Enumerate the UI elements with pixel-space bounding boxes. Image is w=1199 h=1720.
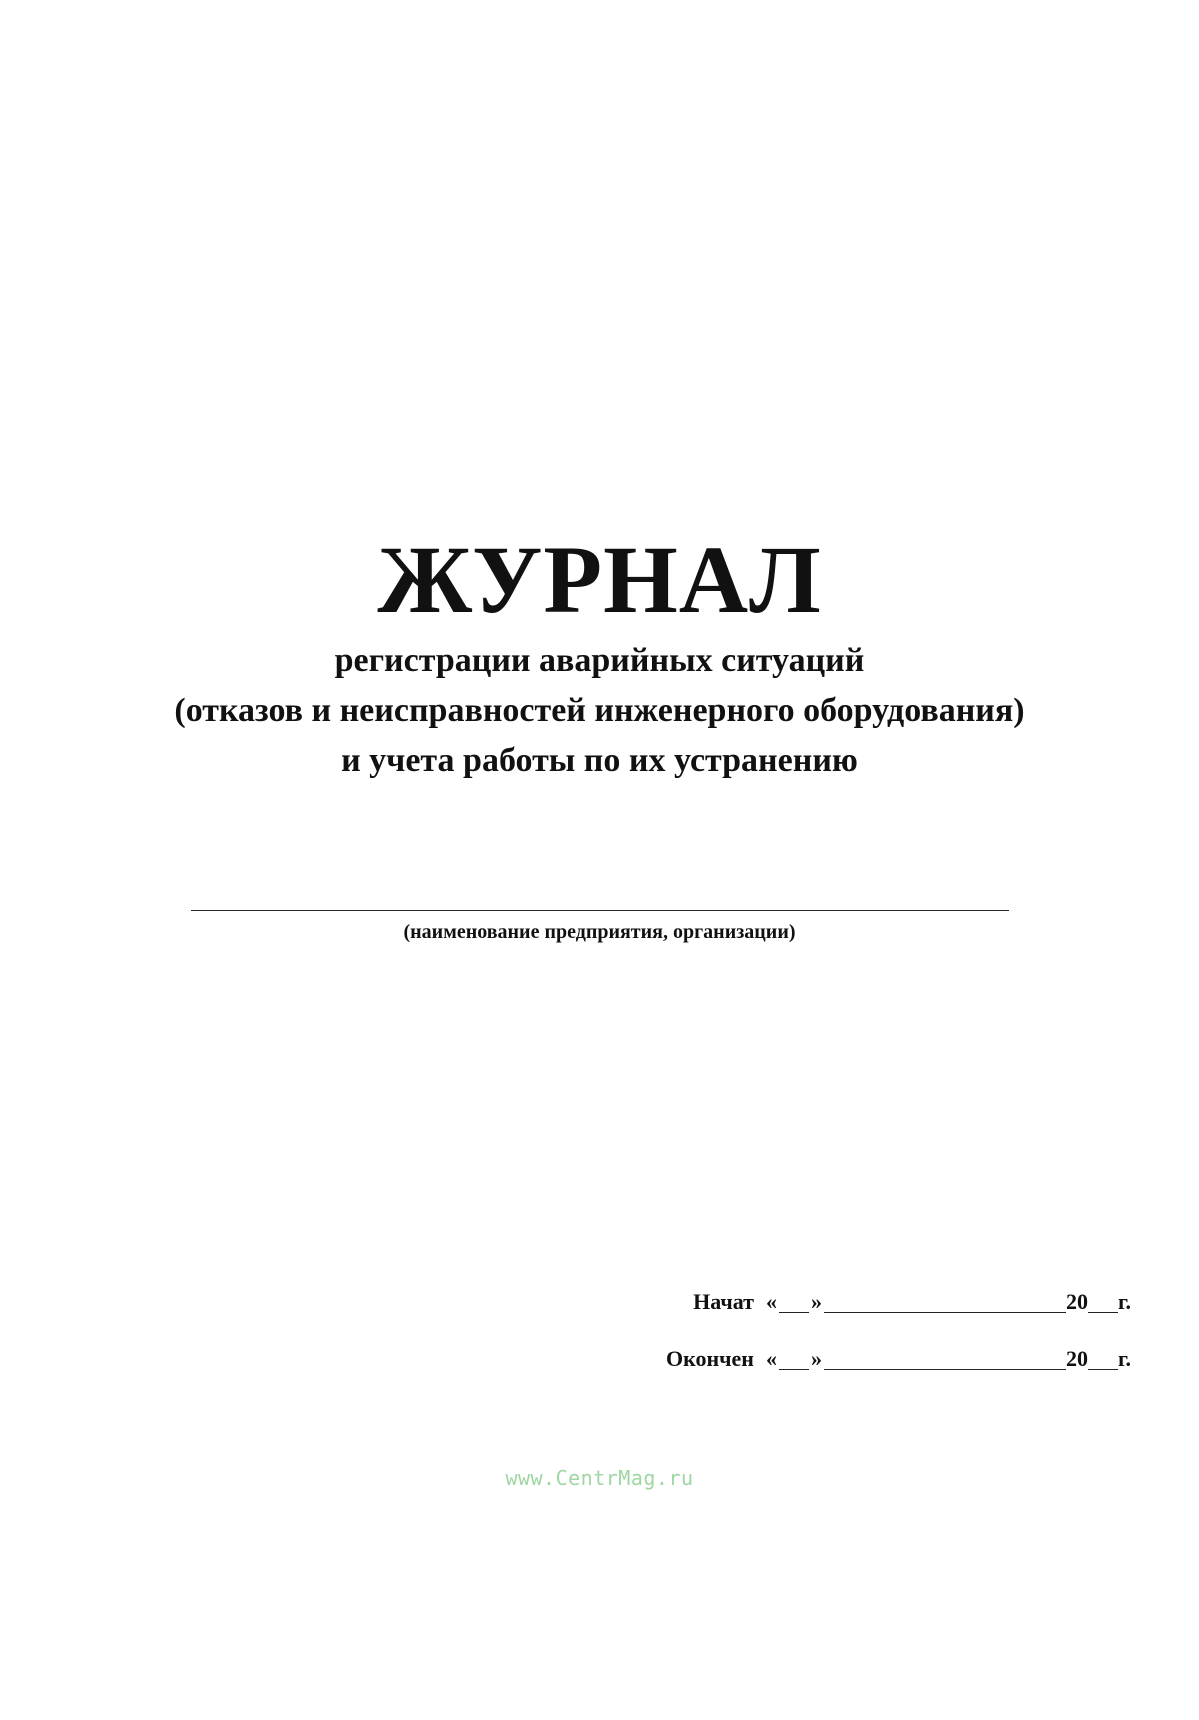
organization-name-line [191,910,1009,911]
ended-year-suffix: г. [1117,1346,1131,1371]
ended-label: Окончен [665,1346,754,1371]
ended-year-blank [1088,1351,1118,1370]
subtitle-line-2: (отказов и неисправностей инженерного оборудования) [174,692,1025,729]
ended-close-quote: » [810,1346,822,1371]
started-date-row [693,1291,1131,1313]
started-day-blank [779,1294,809,1313]
started-close-quote: » [810,1289,822,1314]
started-year-suffix: г. [1117,1289,1131,1314]
started-year-prefix: 20 [1065,1289,1088,1314]
started-month-blank [824,1294,1066,1313]
ended-date-row [666,1348,1131,1370]
ended-day-blank [779,1351,809,1370]
subtitle-line-1: регистрации аварийных ситуаций [334,642,865,679]
started-label: Начат [693,1289,754,1314]
document-title: ЖУРНАЛ [377,526,822,633]
ended-month-blank [824,1351,1066,1370]
organization-caption: (наименование предприятия, организации) [403,921,796,943]
ended-open-quote: « [765,1346,777,1371]
started-open-quote: « [765,1289,777,1314]
ended-year-prefix: 20 [1065,1346,1088,1371]
watermark-text: www.CentrMag.ru [505,1466,694,1490]
started-year-blank [1088,1294,1118,1313]
subtitle-line-3: и учета работы по их устранению [341,742,858,779]
